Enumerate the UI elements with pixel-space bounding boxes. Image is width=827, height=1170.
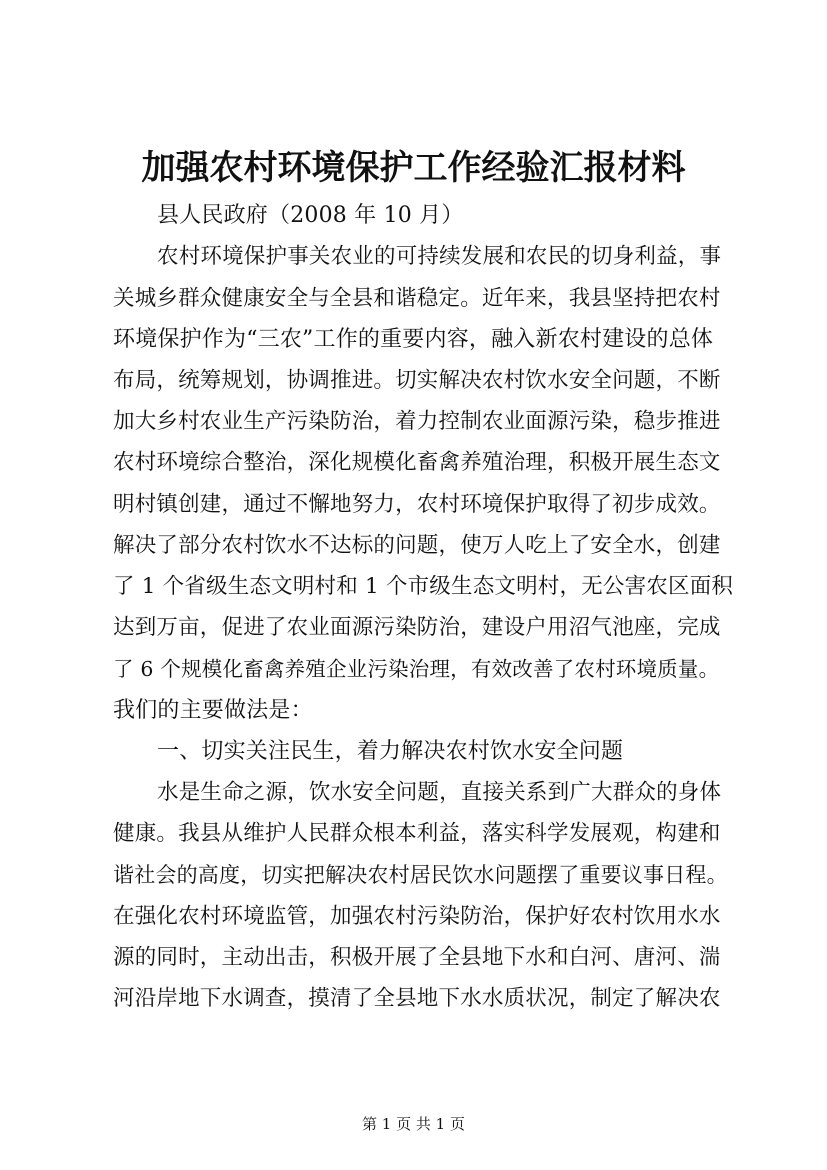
byline: 县人民政府（2008 年 10 月） [157, 203, 464, 228]
document-title: 加强农村环境保护工作经验汇报材料 [141, 148, 686, 188]
body-line: 农村环境综合整治，深化规模化畜禽养殖治理，积极开展生态文 [113, 450, 721, 475]
body-line: 布局，统筹规划，协调推进。切实解决农村饮水安全问题，不断 [113, 368, 721, 393]
body-line: 加大乡村农业生产污染防治，着力控制农业面源污染，稳步推进 [113, 409, 721, 434]
body-line: 关城乡群众健康安全与全县和谐稳定。近年来，我县坚持把农村 [113, 286, 721, 311]
body-line: 水是生命之源，饮水安全问题，直接关系到广大群众的身体 [157, 780, 722, 805]
page-footer: 第 1 页 共 1 页 [362, 1115, 465, 1133]
body-line: 我们的主要做法是： [113, 698, 313, 723]
body-line: 河沿岸地下水调查，摸清了全县地下水水质状况，制定了解决农 [113, 986, 721, 1011]
body-line: 环境保护作为“三农”工作的重要内容，融入新农村建设的总体 [113, 327, 714, 352]
section-heading: 一、切实关注民生，着力解决农村饮水安全问题 [157, 739, 624, 764]
body-line: 了 1 个省级生态文明村和 1 个市级生态文明村，无公害农区面积 [113, 574, 733, 599]
body-line: 达到万亩，促进了农业面源污染防治，建设户用沼气池座，完成 [113, 615, 721, 640]
body-line: 解决了部分农村饮水不达标的问题，使万人吃上了安全水，创建 [113, 533, 721, 558]
body-line: 明村镇创建，通过不懈地努力，农村环境保护取得了初步成效。 [113, 492, 721, 517]
body-line: 了 6 个规模化畜禽养殖企业污染治理，有效改善了农村环境质量。 [113, 657, 720, 681]
body-line: 健康。我县从维护人民群众根本利益，落实科学发展观，构建和 [113, 821, 721, 846]
body-line: 农村环境保护事关农业的可持续发展和农民的切身利益，事 [157, 244, 722, 269]
body-line: 谐社会的高度，切实把解决农村居民饮水问题摆了重要议事日程。 [113, 863, 728, 887]
body-line: 在强化农村环境监管，加强农村污染防治，保护好农村饮用水水 [113, 904, 721, 929]
body-line: 源的同时，主动出击，积极开展了全县地下水和白河、唐河、湍 [113, 945, 721, 970]
